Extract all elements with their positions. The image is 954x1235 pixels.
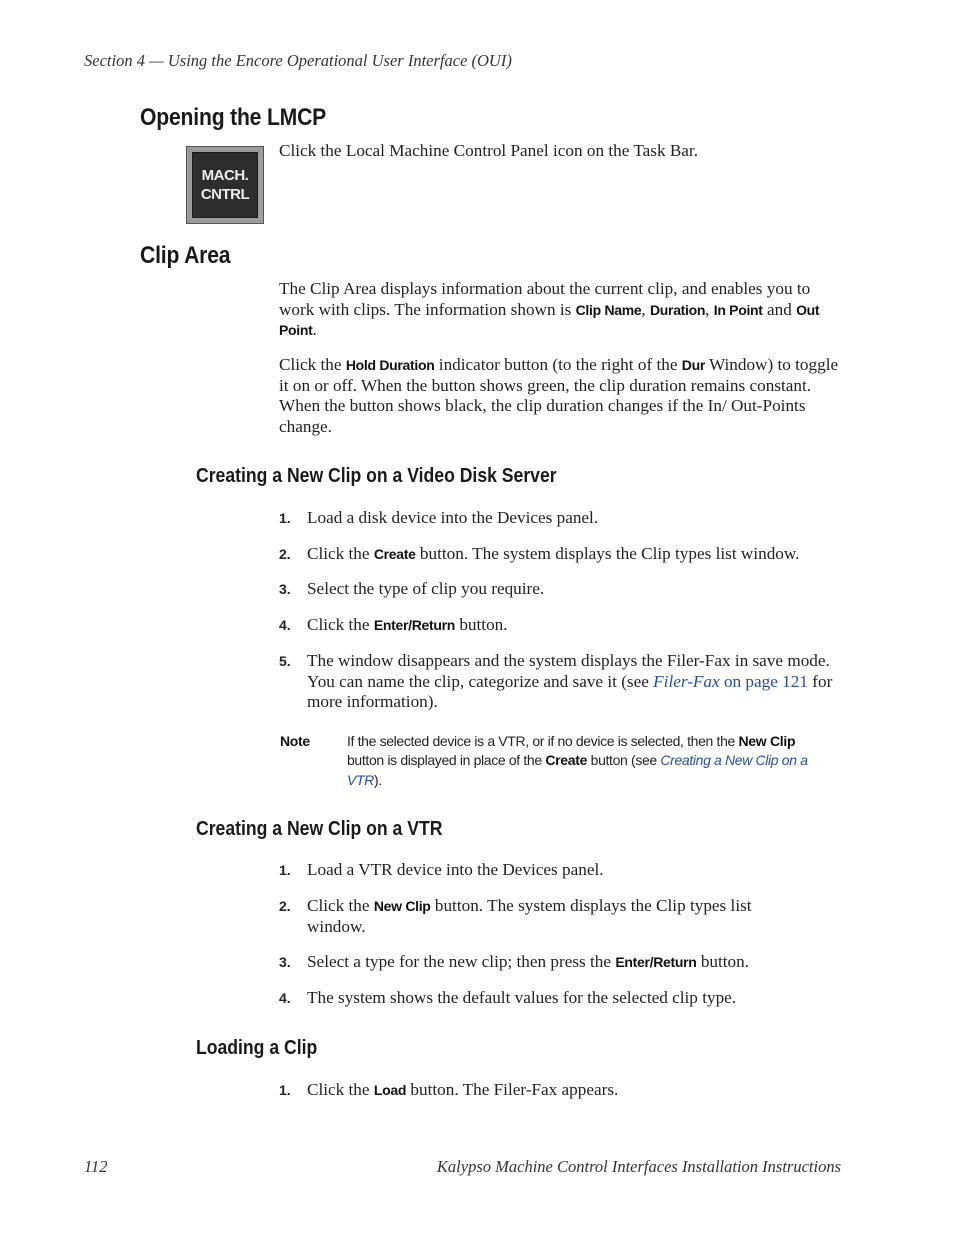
- note-text: If the selected device is a VTR, or if no device is selected, then the New Clip button is displayed in place of the Create button (see Creating a New Clip on a VTR).: [347, 733, 808, 788]
- ui-dur: Dur: [681, 357, 705, 373]
- step-number: 1.: [279, 862, 291, 878]
- document-title: Kalypso Machine Control Interfaces Installation Instructions: [436, 1157, 841, 1176]
- step-text: Click the Create button. The system displays the Clip types list window.: [307, 544, 800, 563]
- step-number: 4.: [279, 990, 291, 1006]
- step-number: 1.: [279, 510, 291, 526]
- ui-create: Create: [373, 546, 416, 562]
- ui-clip-name: Clip Name: [575, 301, 642, 318]
- ui-enter-return: Enter/Return: [615, 954, 697, 970]
- step-text: Load a disk device into the Devices panel.: [307, 508, 599, 527]
- heading-new-clip-vds: Creating a New Clip on a Video Disk Server: [196, 465, 557, 487]
- step-number: 3.: [279, 581, 291, 597]
- ui-duration: Duration: [649, 301, 706, 318]
- ui-hold-duration: Hold Duration: [345, 357, 435, 373]
- mach-cntrl-icon: [186, 146, 264, 224]
- ui-load: Load: [373, 1082, 407, 1098]
- heading-new-clip-vtr: Creating a New Clip on a VTR: [196, 818, 443, 840]
- clip-area-paragraph-2: Click the Hold Duration indicator button (to the right of the Dur Window) to toggle it on or off. When the button shows green, the clip duration remains constant. When the button shows black, the clip duration changes if the In/ Out-Points change.: [279, 355, 839, 436]
- link-filer-fax-page[interactable]: on page 121: [719, 671, 808, 691]
- step-text: Select a type for the new clip; then press the Enter/Return button.: [307, 952, 750, 971]
- heading-opening-lmcp: Opening the LMCP: [140, 104, 327, 131]
- step-text: Click the New Clip button. The system displays the Clip types list window.: [307, 896, 752, 936]
- mach-icon-line1: MACH.: [201, 167, 249, 184]
- ui-new-clip: New Clip: [373, 898, 431, 914]
- step-text: Click the Enter/Return button.: [307, 615, 508, 634]
- ui-create: Create: [545, 752, 588, 769]
- ui-enter-return: Enter/Return: [373, 617, 456, 633]
- step-number: 1.: [279, 1082, 291, 1098]
- step-number: 4.: [279, 617, 291, 633]
- page-number: 112: [84, 1157, 108, 1176]
- step-number: 5.: [279, 653, 291, 669]
- running-header: Section 4 — Using the Encore Operational User Interface (OUI): [84, 51, 512, 70]
- heading-loading-clip: Loading a Clip: [196, 1037, 318, 1059]
- heading-clip-area: Clip Area: [140, 242, 231, 269]
- ui-new-clip: New Clip: [738, 733, 796, 749]
- opening-instruction: Click the Local Machine Control Panel icon on the Task Bar.: [279, 141, 699, 160]
- link-new-clip-vtr[interactable]: Creating a New Clip on a VTR: [347, 752, 808, 788]
- mach-icon-line2: CNTRL: [200, 186, 250, 203]
- link-filer-fax[interactable]: Filer-Fax: [653, 671, 720, 691]
- step-text: The window disappears and the system displays the Filer-Fax in save mode. You can name the clip, categorize and save it (see Filer-Fax on page 121 for more information).: [307, 651, 833, 711]
- step-text: The system shows the default values for the selected clip type.: [307, 988, 737, 1007]
- step-number: 2.: [279, 546, 291, 562]
- ui-in-point: In Point: [713, 301, 763, 318]
- step-text: Click the Load button. The Filer-Fax appears.: [307, 1080, 619, 1099]
- note-label: Note: [280, 733, 310, 749]
- ui-out-point: Out Point: [279, 301, 820, 338]
- step-number: 3.: [279, 954, 291, 970]
- step-text: Load a VTR device into the Devices panel.: [307, 860, 604, 879]
- clip-area-paragraph-1: The Clip Area displays information about the current clip, and enables you to work with clips. The information shown is Clip Name, Duration, In Point and Out Point.: [279, 279, 820, 339]
- step-number: 2.: [279, 898, 291, 914]
- step-text: Select the type of clip you require.: [307, 579, 545, 598]
